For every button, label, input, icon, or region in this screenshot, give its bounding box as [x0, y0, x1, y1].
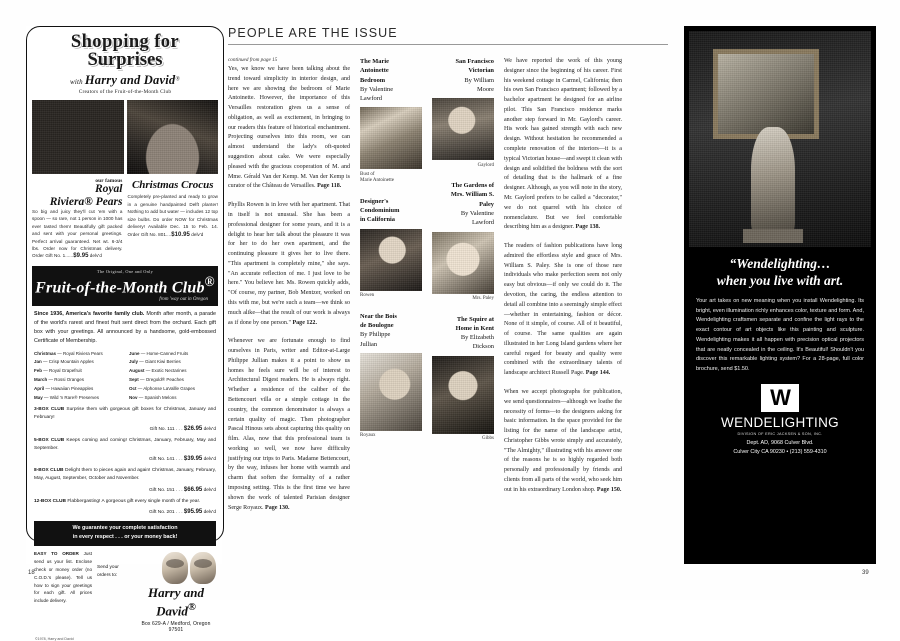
month-fruit: — Spanish Melons	[137, 394, 177, 400]
brand-signature-text: Harry and David	[148, 584, 204, 619]
club-option-name: 3-BOX CLUB	[34, 407, 65, 413]
feature-title-line: Antoinette	[360, 67, 389, 75]
ad-creators-line: Creators of the Fruit-of-the-Month Club	[78, 89, 172, 96]
month-fruit: — Rossi Oranges	[47, 377, 85, 382]
photo-grain	[360, 353, 422, 431]
headline-line1: “Wendelighting…	[729, 256, 831, 271]
club-option-copy: Surprise them with gorgeous gift boxes for Christmas, January and February!	[34, 407, 216, 421]
pears-name-line1: Royal	[95, 183, 123, 196]
feature-caption	[432, 436, 494, 443]
feature-caption-line: Marie Antoinette	[360, 178, 395, 184]
gift-number: Gift No. 111	[149, 426, 175, 432]
order-instructions	[34, 550, 216, 633]
crocus-photo	[127, 100, 219, 174]
month-fruit: — Exotic Nectarines	[144, 368, 187, 374]
feature-photo	[432, 356, 494, 434]
feature-byline-line: By Valentine	[360, 85, 394, 93]
pears-order-line: Order Gift No. 1	[32, 253, 66, 259]
feature-byline-line: By Valentine	[460, 209, 494, 217]
feature-byline-line: By William	[464, 76, 494, 84]
month-label: July	[129, 359, 139, 365]
feature-title-line: Designer's	[360, 197, 389, 205]
pears-photo	[32, 100, 124, 174]
send-orders-line1: Send your	[97, 564, 119, 570]
month-label: Jan	[34, 359, 42, 365]
headline-line2: when you live with art.	[716, 272, 844, 288]
months-left-column	[34, 350, 121, 403]
with-label: with	[70, 78, 83, 87]
editorial-columns	[228, 57, 668, 513]
article-paragraph	[504, 388, 622, 496]
crocus-description: Completely pre-planted and ready to grow in a genuine handpainted Delft planter! Nothing to add but water — includes 12 top size bulbs. Do order NOW for Christmas delivery! Available Dec. 15 to Feb. 14.	[127, 194, 218, 230]
feature-caption	[360, 293, 422, 300]
feature-byline-line: Lawford	[471, 219, 494, 227]
wendelighting-division: DIVISION OF ERIC JACKSEN & SON, INC.	[737, 432, 823, 436]
paragraph-text: Yes, we know we have been talking about the trend toward simplicity in interior design, and here we are showing the bedroom of Marie Antoinette. However, the importance of this Versailles restoration gives us a sense of obligation, as well as excitement, in bringing to our readers this feature of historical enchantment. Projecting ourselves into this room, we can almost understand the lady's oft-quoted suggestion about cake. We were especially pleased with the gracious cooperation of M. and Mme. Gérald Van der Kemp. M. Van der Kemp is curator of the Château de Versailles.	[228, 66, 350, 190]
easy-to-order-label: EASY TO ORDER	[34, 550, 79, 556]
feature-caption-line: Gaylord	[477, 162, 494, 168]
feature-caption	[360, 172, 422, 185]
feature-teaser[interactable]	[360, 197, 422, 300]
harry-face-icon	[162, 552, 188, 584]
crocus-price: $10.95	[171, 231, 190, 238]
months-right-column	[129, 350, 216, 403]
club-option-name: 12-BOX CLUB	[34, 498, 66, 504]
feature-byline-line: By Philippe	[360, 331, 391, 339]
easy-to-order-text: Just send us your list. Enclose check or money order (no C.O.D.'s please). Tell us how to sign your greetings for each gift. All prices include delivery.	[34, 550, 92, 604]
feature-title-line: Victorian	[468, 67, 494, 75]
gift-delv: delv'd	[203, 509, 216, 515]
month-item	[34, 376, 121, 385]
feature-caption	[432, 163, 494, 170]
feature-photo	[432, 232, 494, 294]
page-number-left: 18	[28, 570, 35, 576]
feature-byline-line: Lawford	[360, 95, 383, 103]
paragraph-text: Phyllis Rowen is in love with her apartment. That in itself is not unusual. She has been a professional designer for some years, and it is a delight to hear her talk about the pleasure it was for her to do her own apartment, and the continuing pleasure it gives her to live there. "This apartment is completely mine," she says. "An accurate reflection of me. I just love to be here." You believe her. Ms. Rowen quickly adds, "Of course, my partner, Bob Mentzer, worked on this with me, but we're such a team—we think so much alike—that the result of our work is always as if done by one person."	[228, 202, 350, 326]
month-item	[34, 358, 121, 367]
month-label: Feb	[34, 368, 43, 374]
page-reference: Page 130.	[265, 504, 290, 511]
feature-title-line: The Squire at	[456, 315, 494, 323]
feature-photo	[432, 98, 494, 160]
photo-grain	[689, 31, 871, 247]
gift-delv: delv'd	[203, 457, 216, 463]
month-item	[129, 367, 216, 376]
feature-title	[360, 57, 422, 85]
month-fruit: — Oregold® Peaches	[138, 377, 184, 382]
club-option-name: 5-BOX CLUB	[34, 437, 65, 443]
feature-byline	[432, 333, 494, 352]
pears-name-line2: Riviera® Pears	[49, 195, 123, 208]
brand-signature	[136, 585, 216, 619]
column-d-paragraphs	[504, 57, 622, 496]
continued-from-note: continued from page 15	[228, 57, 278, 63]
company-address: Box 629-A / Medford, Oregon 97501	[141, 621, 211, 634]
address-line2: Culver City CA 90230 • (213) 559-4310	[733, 448, 827, 455]
feature-caption	[432, 296, 494, 303]
photo-grain	[432, 98, 494, 160]
founders-signature-block	[136, 550, 216, 633]
photo-grain	[360, 229, 422, 291]
feature-teaser[interactable]	[432, 57, 494, 169]
gift-price: $39.95	[183, 456, 203, 463]
month-item	[34, 394, 121, 403]
send-orders-line2: orders to:	[97, 572, 118, 578]
crocus-copy: Completely pre-planted and ready to grow in a genuine handpainted Delft planter! Nothing to add but water — includes 12 top size bulbs. Do order NOW for Christmas delivery! Available Dec. 15 to Feb. 14. Order Gift No. 801....$10.95 delv'd	[127, 194, 218, 238]
feature-title-line: Paley	[479, 200, 494, 208]
club-option-copy: Delight them to pieces again and again! Christmas, January, February, May, August, September, October and November.	[34, 468, 216, 482]
feature-title	[360, 197, 422, 225]
ad-product-photos	[27, 97, 223, 174]
month-fruit: — Wild 'n Rare® Preserves	[42, 394, 99, 400]
page-reference: Page 118.	[317, 183, 342, 190]
month-label: April	[34, 385, 45, 391]
feature-photo	[360, 353, 422, 431]
page-reference: Page 122.	[292, 319, 317, 326]
feature-title	[432, 315, 494, 334]
photo-grain	[432, 356, 494, 434]
photo-grain	[32, 100, 124, 174]
feature-title	[432, 57, 494, 76]
paragraph-text: The readers of fashion publications have long admired the effortless style and grace of Mrs. William S. Paley. She is one of those rare individuals who make perfection seem not only easy but obvious—if only we could do it. The devotion, the caring, the endless attention to detail all combine into a seemingly simple effect—whether in entertaining, fashion or décor. None of it simple, of course. All of it beautiful, of course. The same qualities are again illustrated in her Long Island gardens where her careful regard for beauty and quality were combined with the extraordinary talents of landscape architect Russell Page.	[504, 243, 622, 377]
month-item	[129, 358, 216, 367]
editorial-section	[228, 26, 668, 564]
club-option-name: 8-BOX CLUB	[34, 468, 64, 474]
month-label: Oct	[129, 385, 137, 391]
feature-byline-line: Dickson	[472, 343, 494, 351]
feature-byline	[360, 330, 422, 349]
month-fruit: — Crisp Mountain Apples	[41, 359, 94, 365]
pears-price: $9.95	[73, 253, 89, 260]
month-fruit: — Royal Riviera Pears	[56, 350, 103, 356]
month-label: June	[129, 350, 140, 356]
wendelighting-body-copy: Your art takes on new meaning when you install Wendelighting. Its bright, even illumination richly enhances color, texture and form. And, Wendelighting craftsmen separate and confine the light rays to the exact contour of art objects like this painting and sculpture. Wendelighting makes it all happen with precision optical projectors that are neatly concealed in the ceiling. It's Beautiful! Shouldn't you discover this remarkable lighting system? For a 28-page, full color brochure, send $1.50.	[696, 297, 864, 373]
gift-price: $66.95	[183, 486, 203, 493]
month-item	[34, 367, 121, 376]
feature-byline	[432, 209, 494, 228]
club-description-bold: Since 1936, America's favorite family club.	[34, 310, 145, 317]
page-reference: Page 144.	[585, 370, 611, 377]
crocus-block	[128, 176, 219, 262]
month-item	[129, 376, 216, 385]
feature-byline-line: Moore	[476, 85, 494, 93]
wendelighting-headline	[684, 252, 876, 290]
feature-caption-line: Royaux	[360, 433, 376, 439]
photo-grain	[432, 232, 494, 294]
month-item	[129, 394, 216, 403]
feature-title-line: The Gardens of	[451, 182, 494, 190]
crocus-name: Christmas Crocus	[131, 179, 214, 192]
club-option-copy: Keeps coming and coming! Christmas, January, February, May and September.	[34, 437, 216, 451]
article-paragraph	[504, 57, 622, 233]
feature-byline	[360, 85, 422, 104]
feature-photo	[360, 107, 422, 169]
article-paragraph	[504, 242, 622, 379]
guarantee-line2: in every respect . . . or your money back!	[72, 534, 178, 541]
ad-copyright: ©1978, Harry and David	[35, 637, 74, 641]
editorial-column-d	[504, 57, 622, 513]
crocus-delv: delv'd	[191, 231, 204, 237]
club-option-copy: Flabbergasting! A gorgeous gift every single month of the year.	[65, 498, 201, 504]
month-label: Nov	[129, 394, 138, 400]
feature-photo	[360, 229, 422, 291]
club-option-gift: Gift No. 151 . . . $66.95 delv'd	[148, 486, 216, 493]
feature-column-left	[360, 57, 422, 513]
pears-copy: So big and juicy they'll cut 'em with a spoon — so rare, not 1 person in 1000 has ever tasted them! Beautifully gift packed and sent with your personal greetings. Perfect arrival guaranteed. Net wt. 6-3/4 lbs. Order now for Christmas delivery. Order Gift No. 1......$9.95 delv'd	[32, 208, 123, 260]
month-fruit: — Alphonse LaVallle Grapes	[136, 385, 195, 391]
club-option	[34, 406, 216, 433]
article-paragraph	[228, 65, 350, 192]
month-label: Christmas	[34, 350, 57, 356]
club-option-gift: Gift No. 201 . . . $95.95 delv'd	[148, 508, 216, 515]
club-eyebrow: The Original, One and Only	[96, 269, 154, 275]
pears-block	[32, 176, 123, 262]
club-option	[34, 498, 216, 517]
wendelighting-address	[684, 439, 876, 456]
club-option	[34, 467, 216, 494]
feature-caption-line: Bust of	[360, 171, 375, 177]
club-option-gift: Gift No. 141 . . . $39.95 delv'd	[148, 456, 216, 463]
pears-description: So big and juicy they'll cut 'em with a spoon — so rare, not 1 person in 1000 has ever tasted them! Beautifully gift packed and sent with your personal greetings. Perfect arrival guaranteed. Net wt. 6-3/4 lbs. Order now for Christmas delivery.	[32, 208, 123, 252]
feature-byline-line: By Elizabeth	[460, 334, 494, 342]
easy-to-order-copy	[34, 550, 92, 633]
paragraph-text: We have reported the work of this young designer since the beginning of his career. First his weekend cottage in Carmel, California; then his own San Francisco apartment; followed by a bachelor apartment he designed for an airline pilot. This San Francisco residence marks another step forward in Mr. Gaylord's career. His work has gained strength with each new design. Without hesitation he recommended a complete renovation of the interiors—it is a typical Victorian house—and swept it clean with design and solidified the boldness with the sort of detailing that is the hallmark of a fine designer. Although, as you will note in the story, Mr. Gaylord prefers to be called a "decorator," we do not quarrel with his choice of nomenclature. But we feel comfortable describing him as a designer.	[504, 58, 622, 231]
month-item	[34, 350, 121, 359]
page-reference: Page 150.	[596, 486, 622, 493]
fruit-of-the-month-club-banner	[32, 266, 218, 306]
brand-registered-mark: ®	[175, 76, 180, 83]
feature-caption-line: Mrs. Paley	[472, 296, 494, 302]
feature-caption-line: Rowen	[360, 293, 375, 299]
feature-teaser[interactable]	[432, 181, 494, 302]
club-description	[34, 310, 216, 346]
feature-title-line: in California	[360, 216, 395, 224]
feature-title	[360, 312, 422, 331]
club-description-rest: Month after month, a parade of the world's rarest and finest fruit sent direct from the orchard. Each gift box with your greetings. All announced by a handsome, gold-embossed Certificate of Membership.	[34, 310, 216, 344]
feature-title	[432, 181, 494, 209]
month-label: Sept	[129, 377, 139, 382]
feature-title-line: Bedroom	[360, 76, 386, 84]
ad-brand-line	[31, 73, 219, 88]
article-paragraph	[228, 201, 350, 328]
month-item	[129, 350, 216, 359]
crocus-order-line: Order Gift No. 801	[127, 231, 166, 237]
feature-teaser[interactable]	[360, 57, 422, 185]
club-name	[34, 275, 216, 297]
club-registered-mark: ®	[204, 274, 215, 290]
column-a-paragraphs	[228, 65, 350, 513]
club-tagline: from 'way out in Oregon	[159, 296, 208, 302]
ad-title-line2: Surprises	[87, 49, 163, 70]
ad-product-columns	[27, 174, 223, 262]
feature-caption-line: Gibbs	[482, 436, 494, 442]
club-option-gift: Gift No. 111 . . . $26.95 delv'd	[149, 425, 216, 432]
feature-column-right	[432, 57, 494, 513]
page-title: PEOPLE ARE THE ISSUE	[228, 26, 668, 45]
editorial-column-a	[228, 57, 350, 513]
page-reference: Page 138.	[575, 224, 601, 231]
pears-eyebrow: our famous	[95, 178, 123, 185]
feature-title-line: Condominium	[360, 207, 400, 215]
send-orders-label	[97, 550, 131, 633]
feature-title-line: Mrs. William S.	[450, 191, 494, 199]
feature-teaser[interactable]	[360, 312, 422, 440]
signature-registered-mark: ®	[187, 600, 196, 613]
month-item	[129, 385, 216, 394]
feature-byline	[432, 76, 494, 95]
month-fruit: — Royal Grapefruit	[42, 368, 82, 374]
feature-caption	[360, 433, 422, 440]
brand-script: Harry and David	[84, 73, 176, 88]
ad-header	[27, 27, 223, 97]
pears-delv: delv'd	[89, 253, 102, 259]
feature-title-line: San Francisco	[455, 58, 494, 65]
gift-number: Gift No. 141	[148, 457, 175, 463]
feature-teaser[interactable]	[432, 315, 494, 443]
wendelighting-logo-block	[684, 384, 876, 456]
monthly-fruit-list	[34, 350, 216, 403]
founders-portrait	[136, 550, 216, 584]
gift-number: Gift No. 201	[148, 509, 175, 515]
feature-title-line: The Marie	[360, 58, 389, 65]
photo-grain	[127, 100, 219, 174]
wendelighting-advertisement	[684, 26, 876, 564]
feature-title-line: Home in Kent	[455, 324, 494, 332]
club-options-list	[34, 406, 216, 517]
w-logo-icon: W	[761, 384, 799, 412]
gift-delv: delv'd	[203, 426, 216, 432]
gift-delv: delv'd	[203, 487, 216, 493]
feature-title-line: Near the Bois	[360, 312, 397, 320]
club-option	[34, 437, 216, 464]
month-label: March	[34, 377, 48, 382]
feature-title-line: de Boulogne	[360, 322, 394, 330]
feature-byline-line: Jullian	[360, 340, 378, 348]
paragraph-text: When we accept photographs for publication, we send questionnaires—although we loathe the necessity of forms—to the designers asking for basic information. In the space provided for the listing for the name of the landscape artist, Christopher Gibbs wrote simply and accurately, "The Almighty," illustrating with his answer one of the reasons he is so highly regarded both personally and professionally by friends and clients from all parts of the world, who seek him out in his extraordinary London shop.	[504, 389, 622, 493]
month-fruit: — Home-Canned Fruits	[139, 350, 189, 356]
ad-title-line1: Shopping for	[70, 32, 180, 52]
wendelighting-brand-name: WENDELIGHTING	[721, 415, 839, 430]
gift-price: $26.95	[183, 425, 203, 432]
paragraph-text: Whenever we are fortunate enough to find ourselves in Paris, writer and Editor-at-Large Philippe Jullian makes it a point to show us homes he feels sure will be of interest to Architectural Digest readers. He is always right. Whether a residence of the caliber of the Bettencourt villa or a simple cottage in the country, the common denominator is always a certain quality of magic. Then photographer Pascal Hinous sets about capturing this quality on film. Alas, now that this professional team is working so well, we now have difficulty justifying our trips to Paris. Madame Bettencourt, by the way, infuses her home with warmth and charm that soften the formality of a rather imposing setting. This is the first time we have shown the work of talented Parisian designer Serge Royaux.	[228, 338, 350, 511]
address-line1: Dept. AD, 9068 Culver Blvd.	[746, 440, 814, 446]
gift-number: Gift No. 151	[148, 487, 175, 493]
david-face-icon	[190, 552, 216, 584]
month-fruit: — Giant Kiwi Berries	[138, 359, 181, 365]
club-name-text: Fruit-of-the-Month Club	[35, 279, 205, 297]
article-paragraph	[228, 337, 350, 513]
month-label: May	[34, 394, 43, 400]
guarantee-line1: We guarantee your complete satisfaction	[72, 525, 178, 532]
page-number-right: 39	[862, 570, 869, 576]
month-item	[34, 385, 121, 394]
photo-grain	[360, 107, 422, 169]
month-label: August	[129, 368, 145, 374]
month-fruit: — Hawaiian Pineapples	[44, 385, 94, 391]
guarantee-banner	[34, 521, 216, 546]
gift-price: $95.95	[183, 508, 203, 515]
art-lighting-photo	[689, 31, 871, 247]
